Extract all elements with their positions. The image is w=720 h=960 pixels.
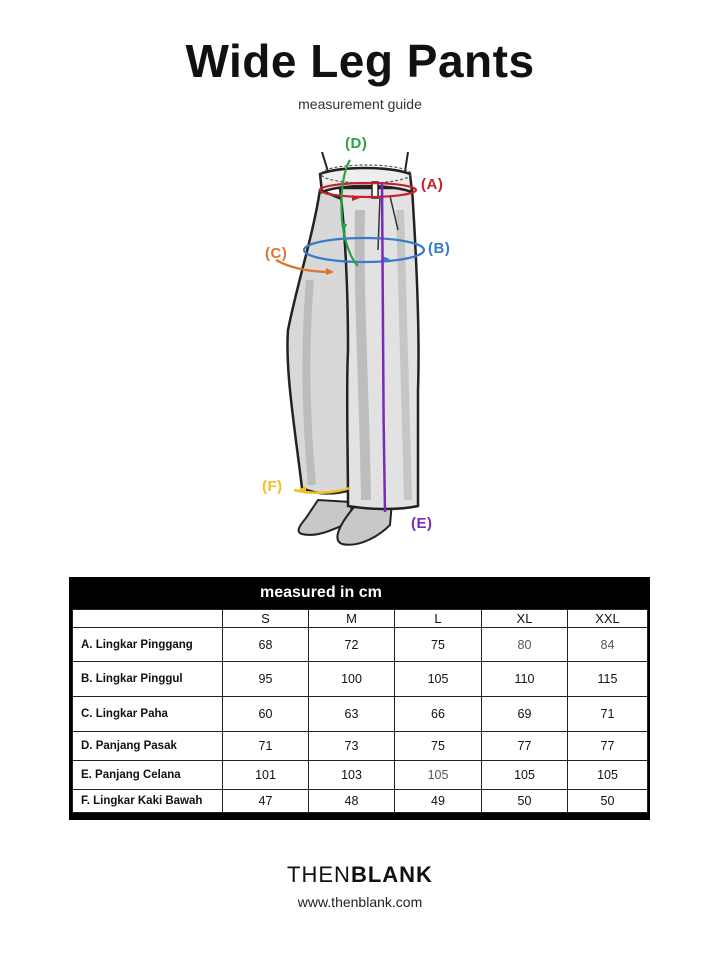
row-label: F. Lingkar Kaki Bawah <box>73 790 223 813</box>
label-e: (E) <box>411 515 433 532</box>
cell: 115 <box>568 662 648 697</box>
cell: 72 <box>309 628 395 662</box>
cell: 69 <box>482 697 568 732</box>
header-blank <box>73 610 223 628</box>
cell: 66 <box>395 697 482 732</box>
brand-part-bold: BLANK <box>350 862 433 887</box>
cell: 48 <box>309 790 395 813</box>
cell: 105 <box>395 761 482 790</box>
cell: 103 <box>309 761 395 790</box>
cell: 50 <box>482 790 568 813</box>
cell: 100 <box>309 662 395 697</box>
brand-logo <box>0 862 720 888</box>
table-row <box>73 732 648 761</box>
header-m: M <box>309 610 395 628</box>
cell: 101 <box>223 761 309 790</box>
label-b: (B) <box>428 240 451 257</box>
label-c: (C) <box>265 245 288 262</box>
row-label: C. Lingkar Paha <box>73 697 223 732</box>
table-row <box>73 790 648 813</box>
cell: 75 <box>395 628 482 662</box>
cell: 75 <box>395 732 482 761</box>
website-link[interactable]: www.thenblank.com <box>297 894 423 910</box>
brand-part-light: THEN <box>287 862 351 887</box>
size-table <box>69 577 650 820</box>
cell: 71 <box>223 732 309 761</box>
header-xxl: XXL <box>568 610 648 628</box>
cell: 110 <box>482 662 568 697</box>
cell: 73 <box>309 732 395 761</box>
cell: 60 <box>223 697 309 732</box>
cell: 105 <box>482 761 568 790</box>
table-row <box>73 628 648 662</box>
pants-illustration <box>240 130 480 560</box>
label-d: (D) <box>345 135 368 152</box>
cell: 49 <box>395 790 482 813</box>
cell: 84 <box>568 628 648 662</box>
page-subtitle: measurement guide <box>298 96 422 112</box>
cell: 105 <box>395 662 482 697</box>
cell: 77 <box>568 732 648 761</box>
cell: 95 <box>223 662 309 697</box>
cell: 105 <box>568 761 648 790</box>
row-label: B. Lingkar Pinggul <box>73 662 223 697</box>
label-a: (A) <box>421 176 444 193</box>
cell: 80 <box>482 628 568 662</box>
header-xl: XL <box>482 610 568 628</box>
cell: 71 <box>568 697 648 732</box>
size-grid <box>72 609 648 813</box>
cell: 47 <box>223 790 309 813</box>
table-row <box>73 761 648 790</box>
header-l: L <box>395 610 482 628</box>
cell: 68 <box>223 628 309 662</box>
page-title: Wide Leg Pants <box>185 35 535 87</box>
row-label: D. Panjang Pasak <box>73 732 223 761</box>
cell: 50 <box>568 790 648 813</box>
row-label: E. Panjang Celana <box>73 761 223 790</box>
header-s: S <box>223 610 309 628</box>
label-f: (F) <box>262 478 283 495</box>
table-heading: measured in cm <box>260 584 382 601</box>
table-row <box>73 697 648 732</box>
row-label: A. Lingkar Pinggang <box>73 628 223 662</box>
cell: 77 <box>482 732 568 761</box>
cell: 63 <box>309 697 395 732</box>
header-row <box>73 610 648 628</box>
table-row <box>73 662 648 697</box>
